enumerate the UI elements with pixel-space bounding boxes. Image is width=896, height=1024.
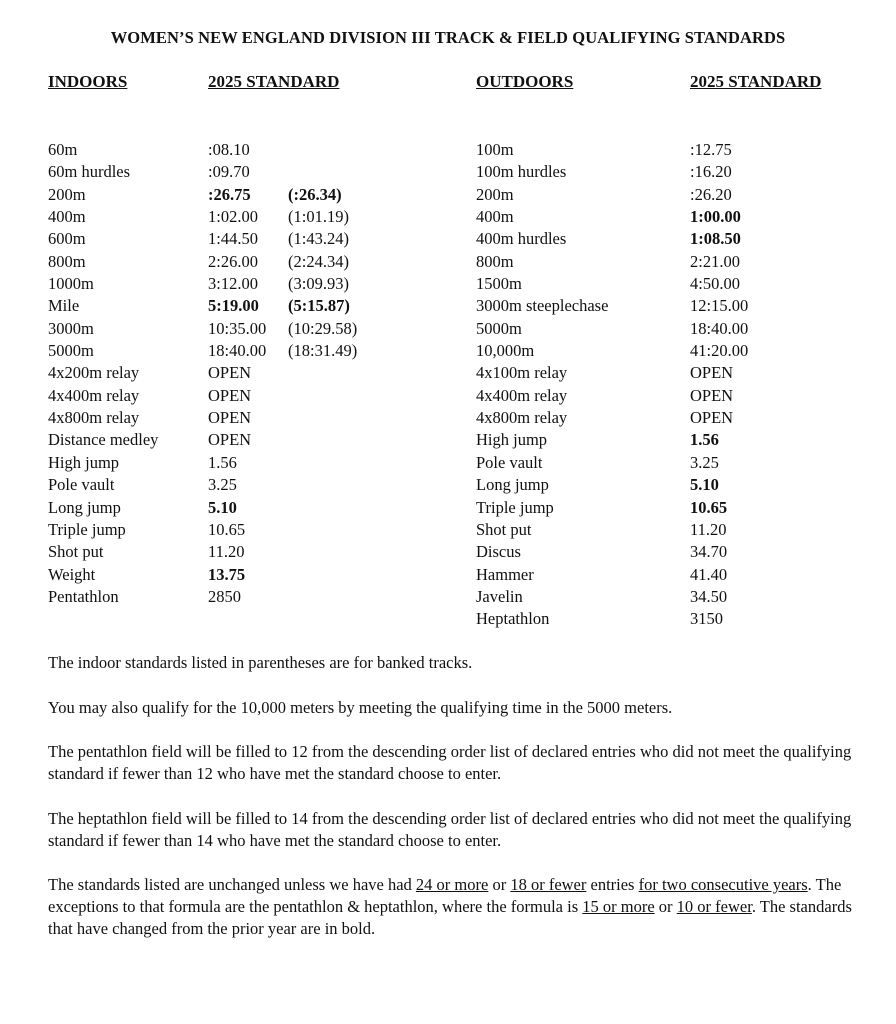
indoor-banked-value [288,541,357,563]
indoor-event-name: 60m hurdles [48,162,131,182]
note-heptathlon: The heptathlon field will be filled to 14 from the descending order list of declared entries who did not meet the qualifying standard if fewer than 14 who have met the standard choose to enter. [48,808,852,850]
outdoor-standard-value: 5.10 [690,475,719,495]
indoor-event-name: Mile [48,296,80,316]
indoor-banked-value: (10:29.58) [288,318,358,338]
indoor-standard-value: 10.65 [208,519,246,539]
indoor-standard-value: OPEN [208,363,252,383]
outdoor-standard-value: 2:21.00 [690,251,740,271]
indoor-banked-value [288,564,357,586]
outdoor-event-name: 3000m steeplechase [476,296,609,316]
indoor-events-column [48,139,158,608]
indoor-event-name: Long jump [48,497,121,517]
indoor-banked-value [288,452,357,474]
outdoor-event-name: High jump [476,430,548,450]
outdoor-event-name: 800m [476,251,514,271]
formula-underlined: for two consecutive years [638,875,808,894]
indoor-banked-value [288,586,357,608]
page-title: WOMEN’S NEW ENGLAND DIVISION III TRACK & FIELD QUALIFYING STANDARDS [110,28,786,47]
outdoor-event-name: Pole vault [476,452,543,472]
indoor-standard-value: 5.10 [208,497,237,517]
indoor-event-name: 800m [48,251,86,271]
indoor-banked-column [288,139,357,608]
indoor-banked-value: (3:09.93) [288,274,349,294]
indoor-banked-value: (1:43.24) [288,229,349,249]
indoor-banked-value [288,429,357,451]
outdoor-standard-value: :16.20 [690,162,732,182]
outdoor-event-name: Hammer [476,564,534,584]
indoor-standard-value: 1.56 [208,452,237,472]
formula-text: or [488,875,511,894]
indoor-banked-value: (18:31.49) [288,341,358,361]
formula-underlined: 15 or more [582,897,655,916]
indoor-banked-value [288,385,357,407]
outdoor-standard-value: 10.65 [690,497,728,517]
indoor-event-name: Shot put [48,542,104,562]
outdoor-event-name: Long jump [476,475,549,495]
outdoor-standard-value: 1:08.50 [690,229,741,249]
formula-underlined: 18 or fewer [510,875,587,894]
indoor-standard-value: OPEN [208,408,252,428]
outdoor-standard-value: 4:50.00 [690,274,740,294]
indoor-event-name: Pentathlon [48,586,119,606]
indoor-standard-value: :26.75 [208,184,251,204]
outdoor-events-column [476,139,608,631]
outdoor-standard-value: :12.75 [690,140,732,159]
indoor-event-name: 1000m [48,274,94,294]
indoor-banked-value [288,519,357,541]
indoors-header: INDOORS [48,72,128,91]
formula-underlined: 24 or more [415,875,489,894]
outdoor-standard-value: 41:20.00 [690,341,749,361]
indoor-banked-value [288,497,357,519]
indoor-banked-value: (2:24.34) [288,251,349,271]
indoor-event-name: Distance medley [48,430,159,450]
indoor-banked-value [288,161,357,183]
outdoor-standard-value: OPEN [690,385,734,405]
indoor-event-name: 600m [48,229,86,249]
outdoor-event-name: Triple jump [476,497,554,517]
formula-text: . The exceptions to that formula are the pentathlon & heptathlon, where the formula is [48,875,842,916]
outdoors-header: OUTDOORS [476,72,574,91]
indoor-event-name: 4x400m relay [48,385,140,405]
indoor-standard-value: :08.10 [208,140,250,159]
note-10000: You may also qualify for the 10,000 meters by meeting the qualifying time in the 5000 meters. [48,697,673,717]
indoor-banked-value: (5:15.87) [288,296,350,316]
indoor-event-name: Weight [48,564,96,584]
outdoor-standard-value: 41.40 [690,564,728,584]
outdoor-event-name: 4x400m relay [476,385,568,405]
indoor-standard-value: 3:12.00 [208,274,258,294]
indoor-event-name: Triple jump [48,519,126,539]
outdoor-event-name: 200m [476,184,514,204]
outdoor-event-name: 5000m [476,318,522,338]
indoor-banked-value [288,362,357,384]
outdoor-event-name: 4x800m relay [476,408,568,428]
indoor-event-name: Pole vault [48,475,115,495]
outdoor-standard-value: OPEN [690,363,734,383]
outdoor-standard-value: 1.56 [690,430,719,450]
indoor-standard-value: 5:19.00 [208,296,259,316]
outdoor-event-name: Shot put [476,519,532,539]
outdoor-event-name: Javelin [476,586,523,606]
indoor-event-name: 4x800m relay [48,408,140,428]
outdoor-standard-value: 18:40.00 [690,318,749,338]
outdoor-event-name: Heptathlon [476,609,550,629]
indoor-standard-value: 2:26.00 [208,251,258,271]
notes-section [48,652,856,963]
formula-underlined: 10 or fewer [676,897,752,916]
outdoor-standard-value: 12:15.00 [690,296,749,316]
outdoor-standard-value: 34.50 [690,586,728,606]
indoor-banked-value [288,474,357,496]
formula-text: . The standards that have changed from the prior year are in bold. [48,897,852,938]
indoor-standard-value: :09.70 [208,162,250,182]
indoor-standard-value: 3.25 [208,475,237,495]
outdoor-event-name: 100m [476,140,514,159]
indoor-banked-value [288,407,357,429]
outdoor-standard-header: 2025 STANDARD [690,72,822,91]
outdoor-standard-value: 11.20 [690,519,727,539]
indoor-standard-value: OPEN [208,430,252,450]
outdoor-standard-value: 34.70 [690,542,728,562]
outdoor-standard-value: 3150 [690,609,723,629]
indoor-standard-value: OPEN [208,385,252,405]
outdoor-event-name: 100m hurdles [476,162,567,182]
outdoor-standard-value: :26.20 [690,184,732,204]
indoor-banked-value: (1:01.19) [288,207,349,227]
indoor-standard-value: 13.75 [208,564,246,584]
indoor-standard-value: 10:35.00 [208,318,267,338]
note-pentathlon: The pentathlon field will be filled to 12 from the descending order list of declared entries who did not meet the qualifying standard if fewer than 12 who have met the standard choose to enter. [48,742,852,783]
indoor-banked-value: (:26.34) [288,184,342,204]
indoor-event-name: 60m [48,140,78,159]
outdoor-event-name: 4x100m relay [476,363,568,383]
outdoor-event-name: 1500m [476,274,522,294]
indoor-event-name: 5000m [48,341,94,361]
indoor-event-name: 200m [48,184,86,204]
outdoor-standard-value: OPEN [690,408,734,428]
formula-text: or [654,897,677,916]
indoor-standard-value: 1:02.00 [208,207,258,227]
indoor-event-name: 3000m [48,318,94,338]
outdoor-event-name: 400m hurdles [476,229,567,249]
outdoor-event-name: 400m [476,207,514,227]
indoor-standard-value: 1:44.50 [208,229,258,249]
outdoor-event-name: Discus [476,542,521,562]
outdoor-standards-column [690,139,748,631]
indoor-standards-column [208,139,266,608]
note-standards-formula [48,874,856,940]
indoor-banked-value [288,139,357,161]
outdoor-event-name: 10,000m [476,341,535,361]
indoor-event-name: 4x200m relay [48,363,140,383]
note-banked: The indoor standards listed in parentheses are for banked tracks. [48,653,473,672]
indoor-standard-header: 2025 STANDARD [208,72,340,91]
indoor-event-name: 400m [48,207,86,227]
formula-text: The standards listed are unchanged unless we have had [48,875,416,894]
indoor-event-name: High jump [48,452,120,472]
indoor-standard-value: 18:40.00 [208,341,267,361]
outdoor-standard-value: 1:00.00 [690,207,741,227]
indoor-standard-value: 2850 [208,586,241,606]
outdoor-standard-value: 3.25 [690,452,719,472]
indoor-standard-value: 11.20 [208,542,245,562]
formula-text: entries [586,875,639,894]
